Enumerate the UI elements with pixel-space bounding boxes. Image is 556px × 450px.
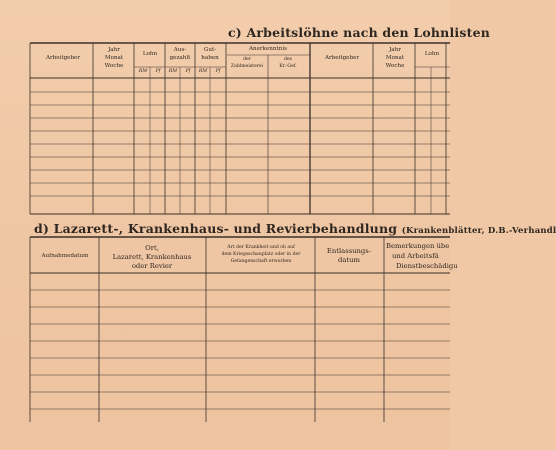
col-ort-label-2: Lazarett, Krankenhaus	[112, 253, 192, 261]
ausgezahlt-pf-label: Pf	[185, 69, 191, 74]
col-arbeitgeber-label-right: Arbeitgeber	[324, 55, 360, 61]
ausgezahlt-rm-label: RM	[168, 69, 178, 74]
col-guthaben-label-1: Gut-	[203, 47, 217, 53]
section-d-heading: d) Lazarett-, Krankenhaus- und Revierbehandlung	[34, 221, 398, 236]
section-c-title: c) Arbeitslöhne nach den Lohnlisten	[228, 25, 491, 40]
col-lohn-label: Lohn	[142, 51, 158, 57]
col-aufnahmedatum-label: Aufnahmedatum	[41, 253, 89, 259]
col-zahlmeisterei-label-1: der	[243, 57, 251, 62]
col-entlassung-label-2: datum	[338, 256, 360, 264]
col-ort-label-1: Ort,	[145, 244, 159, 252]
col-krgef-label-2: Kr.-Gef.	[279, 64, 297, 69]
col-bemerkungen-label-1: Bemerkungen übe	[386, 242, 450, 250]
col-jahr-label-right: Jahr	[389, 47, 401, 53]
col-art-label-2: dem Kriegsschauplatz oder in der	[221, 252, 301, 257]
col-zahlmeisterei-label-2: Zahlmeisterei	[230, 64, 264, 69]
section-d-subtitle: (Krankenblätter, D.B.-Verhandl	[401, 226, 556, 236]
col-ausgezahlt-label-2: gezahlt	[169, 55, 191, 61]
col-woche-label-right: Woche	[385, 63, 405, 69]
col-monat-label-right: Monat	[385, 55, 405, 61]
col-woche-label: Woche	[104, 63, 124, 69]
col-ausgezahlt-label-1: Aus-	[173, 47, 187, 53]
col-bemerkungen-label-3: Dienstbeschädigu	[396, 262, 458, 270]
guthaben-pf-label: Pf	[215, 69, 221, 74]
col-monat-label: Monat	[104, 55, 124, 61]
col-arbeitgeber-label: Arbeitgeber	[45, 55, 81, 61]
col-art-label-1: Art der Krankheit und ob auf	[227, 245, 295, 250]
col-art-label-3: Gefangenschaft erworben	[230, 259, 292, 264]
lohn-pf-label: Pf	[155, 69, 161, 74]
col-bemerkungen-label-2: und Arbeitsfä	[392, 252, 439, 260]
lohn-rm-label: RM	[138, 69, 148, 74]
col-lohn-label-right: Lohn	[424, 51, 440, 57]
col-entlassung-label-1: Entlassungs-	[326, 247, 372, 255]
col-ort-label-3: oder Revier	[131, 262, 173, 270]
col-guthaben-label-2: haben	[201, 55, 219, 61]
col-jahr-label: Jahr	[108, 47, 120, 53]
guthaben-rm-label: RM	[198, 69, 208, 74]
col-krgef-label-1: des	[283, 57, 293, 62]
col-anerkenntnis-label: Anerkenntnis	[248, 46, 288, 52]
